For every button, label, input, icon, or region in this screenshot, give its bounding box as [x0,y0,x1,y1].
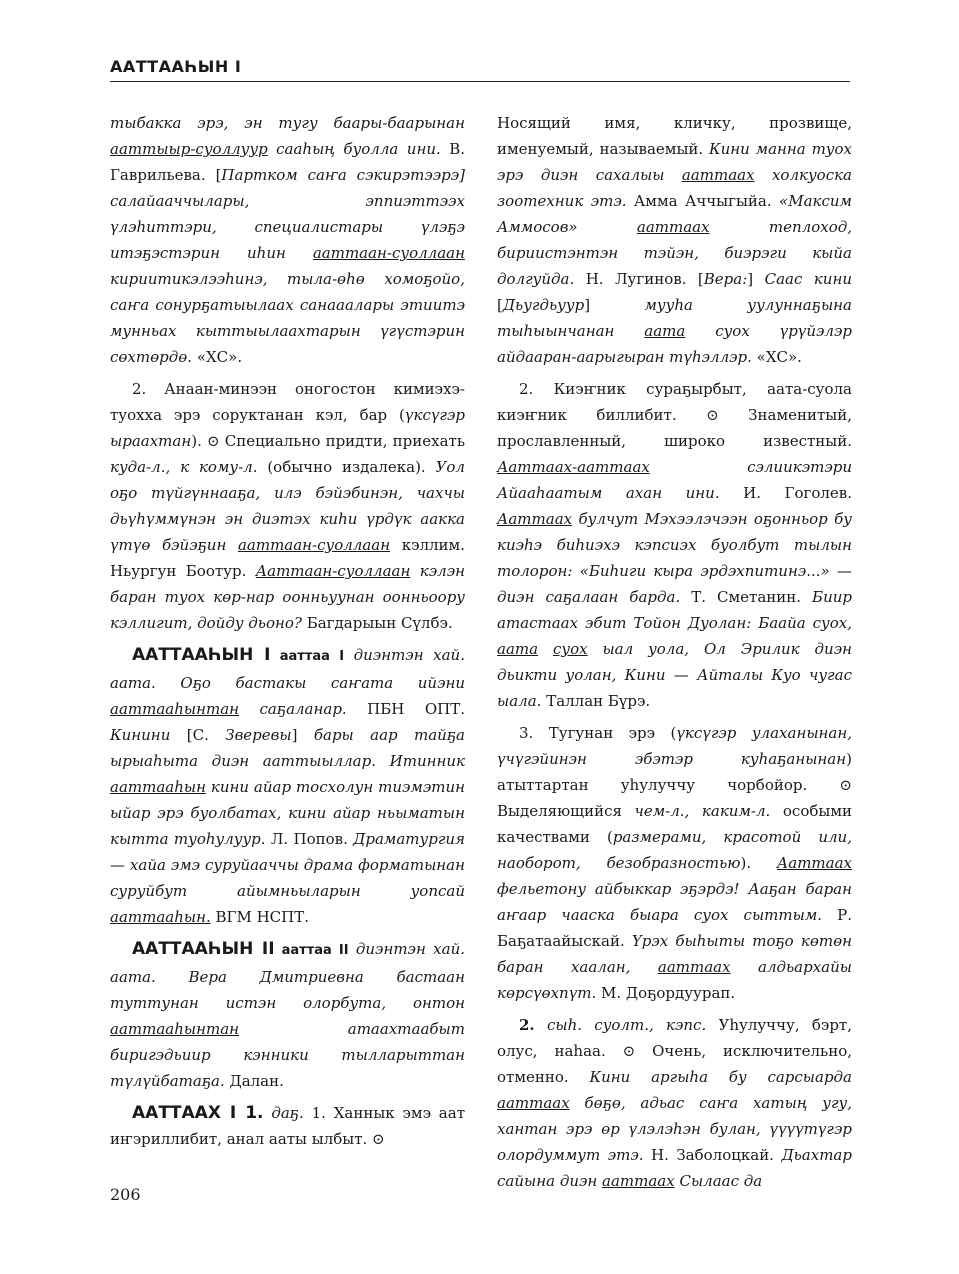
sense-2-paragraph: 2. Киэҥник сураҕырбыт, аата-суола киэҥник биллибит. ⊙ Знаменитый, прославленный, широко известный. Ааттаах-ааттаах сэлиикэтэри Айааһаатым ахан ини. И. Гоголев. Ааттаах булчут Мэхээлэчээн оҕонньор бу киэһэ биһиэхэ кэпсиэх буолбут тылын толорон: «Биһиги кыра эрдэхпитинэ...» — диэн саҕалаан барда. Т. Сметанин. Биир атастаах эбит Тойон Дуолан: Баайа суох, аата суох ыал уола, Ол Эрилик диэн дьикти уолан, Кини — Айталы Куо чугас ыала. Таллан Бүрэ. [497,380,853,710]
left-column [110,110,465,1158]
sense-2-adverb-paragraph: 2. сыһ. суолт., кэпс. Уһулуччу, бэрт, олус, наһаа. ⊙ Очень, исключительно, отменно. Кини аргыһа бу сарсыарда ааттаах бөҕө, адьас саҥа хатың угу, хантан эрэ өр үлэлэһэн булан, үүүүтүгэр олордуммут этэ. Н. Заболоцкай. Дьахтар сайына диэн ааттаах Сылаас да [497,1016,853,1190]
header-rule [110,81,850,82]
header-title: ААТТААҺЫН I [110,57,242,76]
sense-2-paragraph: 2. Анаан-минээн оногостон кимиэхэ-туохха эрэ соруктанан кэл, бар (үксүгэр ыраахтан). ⊙ Специально придти, приехать куда-л., к кому-л. (обычно издалека). Уол оҕо түйгүннааҕа, илэ бэйэбинэн, чахчы дьүһүммүнэн эн диэтэх киһи үрдүк аакка үтүө бэйэҕин ааттаан-суоллаан кэллим. Ньургун Боотур. Ааттаан-суоллаан кэлэн баран туох көр-нар оонньуунан оонньоору кэллигит, дойду дьоно? Багдарыын Сүлбэ. [110,380,465,632]
entry-aattaah-1: ААТТААХ I 1. даҕ. 1. Ханнык эмэ аат иҥэриллибит, анал ааты ылбыт. ⊙ [110,1103,465,1148]
right-column [497,110,852,1200]
entry-aattaahyn-1: ААТТААҺЫН I ааттаа I диэнтэн хай. аата. Оҕо бастакы саҥата ийэни ааттааһынтан саҕаланар. ПБН ОПТ. Кинини [С. Зверевы] бары аар тайҕа ырыаһыта диэн ааттыыллар. Итинник ааттааһын кини айар тосхолун тиэмэтин ыйар эрэ буолбатах, кини айар ньыматын кытта туоһулуур. Л. Попов. Драматургия — хайа эмэ суруйааччы драма форматынан суруйбут айымньыларын уопсай ааттааһын. ВГМ НСПТ. [110,645,466,926]
sense-3-paragraph: 3. Тугунан эрэ (үксүгэр улаханынан, үчүгэйинэн эбэтэр куһаҕанынан) атыттартан уһулуччу чорбойор. ⊙ Выделяющийся чем-л., каким-л. особыми качествами (размерами, красотой или, наоборот, безобразностью). Ааттаах фельетону айбыккар эҕэрдэ! Ааҕан баран аҥаар чааска быара суох сыттым. Р. Баҕатаайыскай. Үрэх быһыты тоҕо көтөн баран хаалан, ааттаах алдьархайы көрсүөхпүт. М. Доҕордуурап. [497,724,853,1002]
entry-aattaahyn-2: ААТТААҺЫН II ааттаа II диэнтэн хай. аата. Вера Дмитриевна бастаан туттунан истэн олорбута, онтон ааттааһынтан атаахтаабыт биригэдьиир кэнники тылларыттан түлүйбатаҕа. Далан. [110,939,465,1090]
headword: ААТТААХ I [132,1103,237,1123]
running-header [110,56,850,78]
headword: ААТТААҺЫН II [132,939,275,959]
entry-paragraph: Носящий имя, кличку, прозвище, именуемый, называемый. Кини манна туох эрэ диэн сахалыы ааттаах холкуоска зоотехник этэ. Амма Аччыгыйа. «Максим Аммосов» ааттаах теплоход, бириистэнтэн тэйэн, биэрэги кыйа долгуйда. Н. Лугинов. [Вера:] Саас кини [Дьугдьуур] мууһа уулуннаҕына тыһыынчанан аата суох үрүйэлэр айдааран-аарыгыран түһэллэр. «ХС». [497,114,852,366]
entry-paragraph: тыбакка эрэ, эн тугу баары-баарынан ааттыыр-суоллуур сааһың буолла ини. В. Гаврильева. [Партком саҥа сэкирэтээрэ] салайааччылары, эппиэттээх үлэһиттэри, специалистары үлэҕэ итэҕэстэрин иһин ааттаан-суоллаан кириитикэлээһинэ, тыла-өһө хомоҕойо, саҥа сонурҕатыылаах санааалары этиитэ мунньах кыттыылаахтарын үгүстэрин сөхтөрдө. «ХС». [110,114,465,366]
page-number: 206 [110,1185,141,1204]
headword: ААТТААҺЫН I [132,645,271,665]
